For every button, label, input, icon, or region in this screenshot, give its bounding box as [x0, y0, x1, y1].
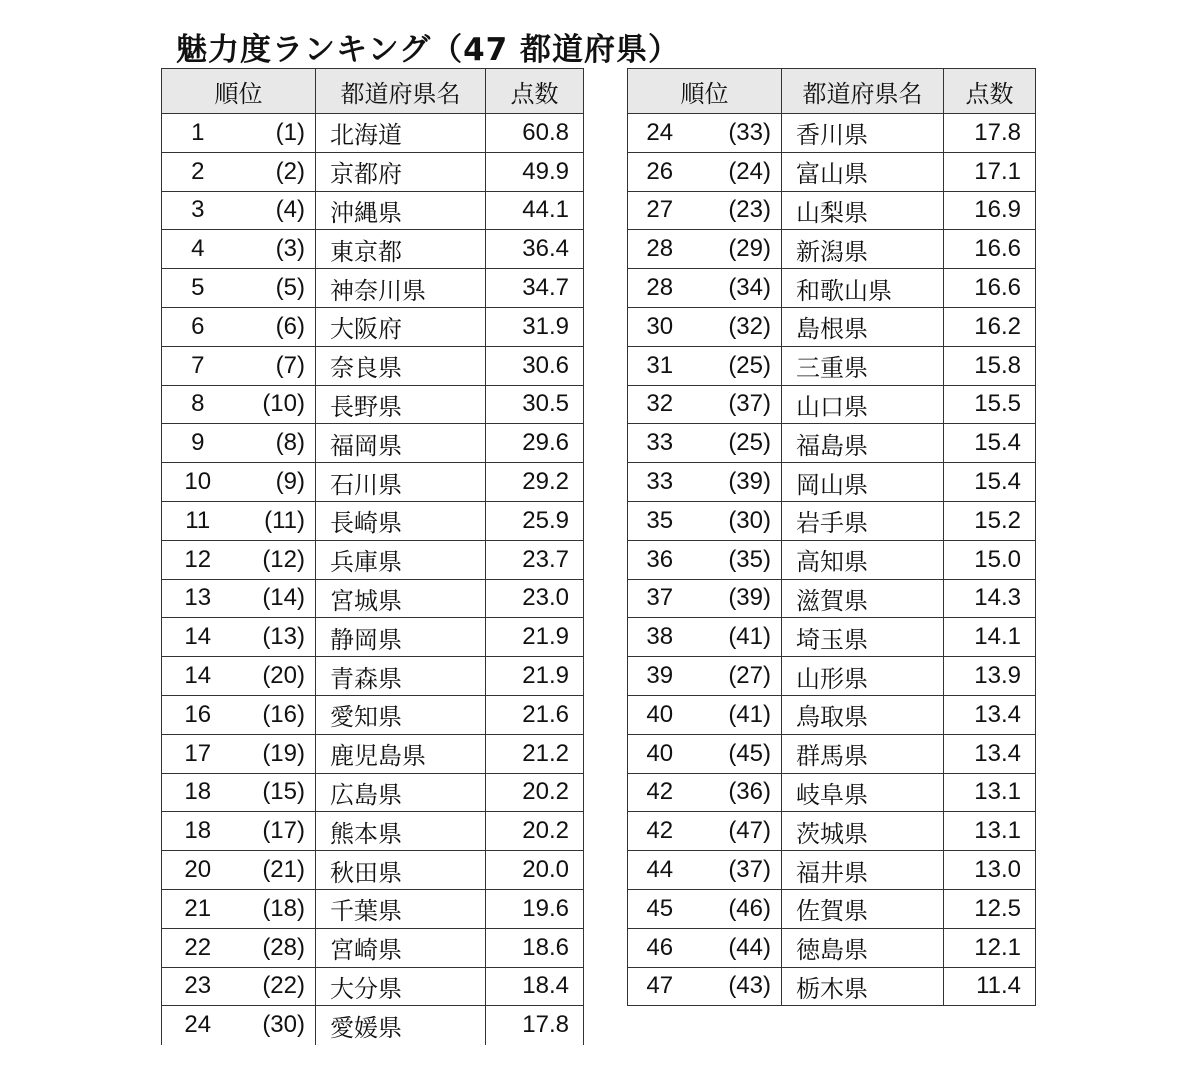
score-cell: 11.4	[944, 967, 1036, 1006]
table-row	[162, 812, 584, 851]
table-row	[162, 657, 584, 696]
prefecture-name-cell: 愛知県	[316, 695, 486, 734]
table-row	[628, 114, 1036, 153]
score-cell: 23.0	[486, 579, 584, 618]
ranking-body-left	[162, 114, 584, 1045]
score-cell: 44.1	[486, 191, 584, 230]
previous-rank-cell: (29)	[692, 230, 782, 269]
table-row	[628, 230, 1036, 269]
previous-rank-cell: (37)	[692, 851, 782, 890]
table-row	[628, 851, 1036, 890]
previous-rank-cell: (15)	[234, 773, 316, 812]
rank-cell: 26	[628, 152, 692, 191]
rank-cell: 33	[628, 424, 692, 463]
table-row	[162, 618, 584, 657]
previous-rank-cell: (1)	[234, 114, 316, 153]
rank-cell: 2	[162, 152, 234, 191]
rank-cell: 14	[162, 618, 234, 657]
table-row	[628, 579, 1036, 618]
previous-rank-cell: (6)	[234, 307, 316, 346]
table-row	[628, 695, 1036, 734]
table-row	[162, 773, 584, 812]
rank-cell: 31	[628, 346, 692, 385]
previous-rank-cell: (14)	[234, 579, 316, 618]
table-row	[162, 1006, 584, 1045]
table-row	[162, 579, 584, 618]
score-cell: 30.6	[486, 346, 584, 385]
rank-cell: 16	[162, 695, 234, 734]
rank-cell: 44	[628, 851, 692, 890]
score-cell: 25.9	[486, 501, 584, 540]
previous-rank-cell: (41)	[692, 618, 782, 657]
rank-cell: 40	[628, 695, 692, 734]
rank-cell: 47	[628, 967, 692, 1006]
previous-rank-cell: (27)	[692, 657, 782, 696]
previous-rank-cell: (43)	[692, 967, 782, 1006]
previous-rank-cell: (5)	[234, 269, 316, 308]
previous-rank-cell: (35)	[692, 540, 782, 579]
prefecture-name-cell: 大阪府	[316, 307, 486, 346]
prefecture-name-cell: 広島県	[316, 773, 486, 812]
score-cell: 16.6	[944, 230, 1036, 269]
score-cell: 15.0	[944, 540, 1036, 579]
table-row	[162, 424, 584, 463]
ranking-table-left	[161, 68, 584, 1045]
prefecture-name-cell: 岩手県	[782, 501, 944, 540]
table-row	[628, 191, 1036, 230]
table-row	[162, 695, 584, 734]
prefecture-name-cell: 山口県	[782, 385, 944, 424]
previous-rank-cell: (33)	[692, 114, 782, 153]
score-cell: 13.1	[944, 812, 1036, 851]
previous-rank-cell: (17)	[234, 812, 316, 851]
previous-rank-cell: (11)	[234, 501, 316, 540]
previous-rank-cell: (37)	[692, 385, 782, 424]
rank-cell: 37	[628, 579, 692, 618]
prefecture-name-cell: 愛媛県	[316, 1006, 486, 1045]
previous-rank-cell: (19)	[234, 734, 316, 773]
score-cell: 16.2	[944, 307, 1036, 346]
score-cell: 15.4	[944, 463, 1036, 502]
prefecture-name-cell: 群馬県	[782, 734, 944, 773]
table-row	[162, 501, 584, 540]
prefecture-name-cell: 熊本県	[316, 812, 486, 851]
score-cell: 17.8	[944, 114, 1036, 153]
prefecture-name-cell: 福岡県	[316, 424, 486, 463]
score-cell: 17.1	[944, 152, 1036, 191]
table-row	[628, 967, 1036, 1006]
previous-rank-cell: (20)	[234, 657, 316, 696]
score-cell: 21.6	[486, 695, 584, 734]
rank-cell: 45	[628, 889, 692, 928]
score-cell: 13.9	[944, 657, 1036, 696]
score-cell: 34.7	[486, 269, 584, 308]
score-cell: 15.4	[944, 424, 1036, 463]
prefecture-name-cell: 三重県	[782, 346, 944, 385]
rank-cell: 40	[628, 734, 692, 773]
prefecture-name-cell: 徳島県	[782, 928, 944, 967]
rank-cell: 10	[162, 463, 234, 502]
prefecture-header: 都道府県名	[782, 69, 944, 114]
table-row	[628, 618, 1036, 657]
rank-cell: 3	[162, 191, 234, 230]
score-cell: 21.9	[486, 618, 584, 657]
table-row	[162, 851, 584, 890]
prefecture-name-cell: 高知県	[782, 540, 944, 579]
previous-rank-cell: (24)	[692, 152, 782, 191]
prefecture-name-cell: 富山県	[782, 152, 944, 191]
score-cell: 14.1	[944, 618, 1036, 657]
prefecture-name-cell: 山梨県	[782, 191, 944, 230]
table-row	[628, 385, 1036, 424]
prefecture-name-cell: 滋賀県	[782, 579, 944, 618]
score-cell: 13.4	[944, 734, 1036, 773]
previous-rank-cell: (2)	[234, 152, 316, 191]
rank-cell: 28	[628, 230, 692, 269]
score-cell: 21.2	[486, 734, 584, 773]
previous-rank-cell: (25)	[692, 424, 782, 463]
rank-cell: 27	[628, 191, 692, 230]
previous-rank-cell: (21)	[234, 851, 316, 890]
rank-cell: 46	[628, 928, 692, 967]
page-title: 魅力度ランキング（47 都道府県）	[176, 32, 681, 68]
previous-rank-cell: (3)	[234, 230, 316, 269]
prefecture-name-cell: 奈良県	[316, 346, 486, 385]
table-row	[162, 385, 584, 424]
rank-cell: 9	[162, 424, 234, 463]
prefecture-header: 都道府県名	[316, 69, 486, 114]
score-cell: 13.1	[944, 773, 1036, 812]
table-row	[162, 114, 584, 153]
prefecture-name-cell: 岡山県	[782, 463, 944, 502]
table-row	[162, 889, 584, 928]
rank-cell: 30	[628, 307, 692, 346]
prefecture-name-cell: 長野県	[316, 385, 486, 424]
score-cell: 13.4	[944, 695, 1036, 734]
previous-rank-cell: (47)	[692, 812, 782, 851]
table-row	[628, 307, 1036, 346]
previous-rank-cell: (18)	[234, 889, 316, 928]
previous-rank-cell: (36)	[692, 773, 782, 812]
prefecture-name-cell: 北海道	[316, 114, 486, 153]
table-row	[162, 463, 584, 502]
previous-rank-cell: (23)	[692, 191, 782, 230]
prefecture-name-cell: 福井県	[782, 851, 944, 890]
prefecture-name-cell: 長崎県	[316, 501, 486, 540]
score-header: 点数	[944, 69, 1036, 114]
table-row	[628, 928, 1036, 967]
rank-cell: 5	[162, 269, 234, 308]
rank-cell: 21	[162, 889, 234, 928]
prefecture-name-cell: 鳥取県	[782, 695, 944, 734]
ranking-table-right	[627, 68, 1036, 1006]
rank-cell: 4	[162, 230, 234, 269]
score-cell: 60.8	[486, 114, 584, 153]
table-row	[628, 812, 1036, 851]
previous-rank-cell: (9)	[234, 463, 316, 502]
rank-cell: 24	[628, 114, 692, 153]
score-cell: 29.2	[486, 463, 584, 502]
rank-header: 順位	[162, 69, 316, 114]
table-row	[628, 773, 1036, 812]
previous-rank-cell: (25)	[692, 346, 782, 385]
previous-rank-cell: (12)	[234, 540, 316, 579]
score-cell: 20.0	[486, 851, 584, 890]
ranking-body-right	[628, 114, 1036, 1006]
prefecture-name-cell: 新潟県	[782, 230, 944, 269]
score-cell: 30.5	[486, 385, 584, 424]
table-row	[628, 540, 1036, 579]
rank-cell: 13	[162, 579, 234, 618]
previous-rank-cell: (46)	[692, 889, 782, 928]
prefecture-name-cell: 埼玉県	[782, 618, 944, 657]
rank-cell: 11	[162, 501, 234, 540]
table-row	[162, 346, 584, 385]
previous-rank-cell: (8)	[234, 424, 316, 463]
table-row	[162, 230, 584, 269]
score-cell: 17.8	[486, 1006, 584, 1045]
previous-rank-cell: (44)	[692, 928, 782, 967]
score-cell: 21.9	[486, 657, 584, 696]
rank-cell: 28	[628, 269, 692, 308]
prefecture-name-cell: 沖縄県	[316, 191, 486, 230]
score-header: 点数	[486, 69, 584, 114]
score-cell: 12.1	[944, 928, 1036, 967]
rank-cell: 42	[628, 812, 692, 851]
previous-rank-cell: (13)	[234, 618, 316, 657]
prefecture-name-cell: 岐阜県	[782, 773, 944, 812]
score-cell: 18.6	[486, 928, 584, 967]
previous-rank-cell: (4)	[234, 191, 316, 230]
score-cell: 23.7	[486, 540, 584, 579]
prefecture-name-cell: 鹿児島県	[316, 734, 486, 773]
rank-cell: 33	[628, 463, 692, 502]
prefecture-name-cell: 青森県	[316, 657, 486, 696]
table-row	[628, 657, 1036, 696]
previous-rank-cell: (39)	[692, 579, 782, 618]
score-cell: 12.5	[944, 889, 1036, 928]
score-cell: 14.3	[944, 579, 1036, 618]
rank-cell: 1	[162, 114, 234, 153]
score-cell: 16.9	[944, 191, 1036, 230]
rank-cell: 6	[162, 307, 234, 346]
prefecture-name-cell: 東京都	[316, 230, 486, 269]
rank-cell: 22	[162, 928, 234, 967]
score-cell: 19.6	[486, 889, 584, 928]
previous-rank-cell: (45)	[692, 734, 782, 773]
prefecture-name-cell: 和歌山県	[782, 269, 944, 308]
table-header-row	[162, 69, 584, 114]
rank-cell: 18	[162, 773, 234, 812]
prefecture-name-cell: 千葉県	[316, 889, 486, 928]
rank-cell: 38	[628, 618, 692, 657]
previous-rank-cell: (30)	[692, 501, 782, 540]
prefecture-name-cell: 秋田県	[316, 851, 486, 890]
table-row	[162, 269, 584, 308]
rank-cell: 24	[162, 1006, 234, 1045]
rank-header: 順位	[628, 69, 782, 114]
score-cell: 18.4	[486, 967, 584, 1006]
rank-cell: 36	[628, 540, 692, 579]
table-row	[628, 734, 1036, 773]
table-row	[162, 307, 584, 346]
prefecture-name-cell: 山形県	[782, 657, 944, 696]
score-cell: 49.9	[486, 152, 584, 191]
table-row	[162, 191, 584, 230]
previous-rank-cell: (22)	[234, 967, 316, 1006]
rank-cell: 18	[162, 812, 234, 851]
rank-cell: 32	[628, 385, 692, 424]
prefecture-name-cell: 宮城県	[316, 579, 486, 618]
prefecture-name-cell: 福島県	[782, 424, 944, 463]
previous-rank-cell: (16)	[234, 695, 316, 734]
score-cell: 16.6	[944, 269, 1036, 308]
score-cell: 13.0	[944, 851, 1036, 890]
table-row	[628, 152, 1036, 191]
rank-cell: 12	[162, 540, 234, 579]
previous-rank-cell: (7)	[234, 346, 316, 385]
prefecture-name-cell: 茨城県	[782, 812, 944, 851]
prefecture-name-cell: 佐賀県	[782, 889, 944, 928]
prefecture-name-cell: 静岡県	[316, 618, 486, 657]
score-cell: 15.8	[944, 346, 1036, 385]
table-row	[162, 967, 584, 1006]
prefecture-name-cell: 栃木県	[782, 967, 944, 1006]
score-cell: 20.2	[486, 773, 584, 812]
previous-rank-cell: (32)	[692, 307, 782, 346]
prefecture-name-cell: 宮崎県	[316, 928, 486, 967]
score-cell: 15.2	[944, 501, 1036, 540]
table-row	[628, 346, 1036, 385]
table-header-row	[628, 69, 1036, 114]
table-row	[162, 928, 584, 967]
prefecture-name-cell: 京都府	[316, 152, 486, 191]
rank-cell: 20	[162, 851, 234, 890]
score-cell: 20.2	[486, 812, 584, 851]
prefecture-name-cell: 神奈川県	[316, 269, 486, 308]
table-row	[628, 889, 1036, 928]
rank-cell: 42	[628, 773, 692, 812]
score-cell: 36.4	[486, 230, 584, 269]
previous-rank-cell: (39)	[692, 463, 782, 502]
prefecture-name-cell: 石川県	[316, 463, 486, 502]
rank-cell: 35	[628, 501, 692, 540]
table-row	[162, 734, 584, 773]
previous-rank-cell: (34)	[692, 269, 782, 308]
rank-cell: 17	[162, 734, 234, 773]
score-cell: 15.5	[944, 385, 1036, 424]
previous-rank-cell: (41)	[692, 695, 782, 734]
prefecture-name-cell: 島根県	[782, 307, 944, 346]
table-row	[628, 463, 1036, 502]
previous-rank-cell: (10)	[234, 385, 316, 424]
prefecture-name-cell: 兵庫県	[316, 540, 486, 579]
rank-cell: 23	[162, 967, 234, 1006]
table-row	[628, 501, 1036, 540]
score-cell: 29.6	[486, 424, 584, 463]
rank-cell: 7	[162, 346, 234, 385]
rank-cell: 14	[162, 657, 234, 696]
table-row	[162, 152, 584, 191]
previous-rank-cell: (28)	[234, 928, 316, 967]
prefecture-name-cell: 大分県	[316, 967, 486, 1006]
score-cell: 31.9	[486, 307, 584, 346]
rank-cell: 39	[628, 657, 692, 696]
prefecture-name-cell: 香川県	[782, 114, 944, 153]
table-row	[162, 540, 584, 579]
table-row	[628, 269, 1036, 308]
rank-cell: 8	[162, 385, 234, 424]
previous-rank-cell: (30)	[234, 1006, 316, 1045]
table-row	[628, 424, 1036, 463]
